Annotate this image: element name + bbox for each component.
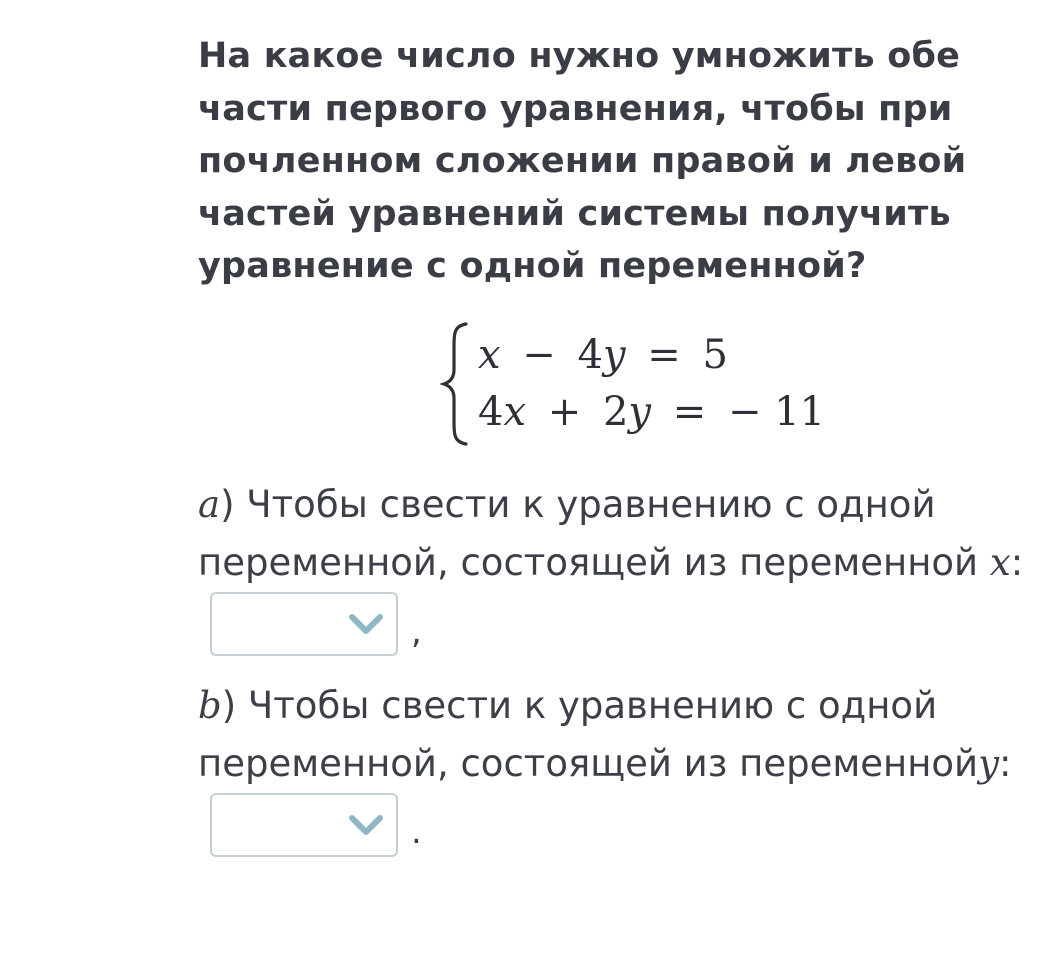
- eq2-rhs: − 11: [727, 389, 826, 435]
- part-b-line2: переменной, состоящей из переменной: [198, 742, 979, 785]
- part-b-prompt: [198, 677, 1038, 793]
- chevron-down-icon: [348, 813, 384, 837]
- equation-2: [478, 389, 825, 435]
- eq1-x: x: [478, 332, 501, 378]
- part-a-prompt: [198, 476, 1038, 592]
- part-a-letter: a: [198, 483, 221, 526]
- part-b-dropdown[interactable]: [210, 793, 398, 857]
- part-b-letter: b: [198, 684, 222, 727]
- eq1-equals: =: [647, 332, 681, 378]
- eq2-y: y: [628, 389, 652, 435]
- part-a-variable: x: [989, 541, 1011, 584]
- part-b-line1: ) Чтобы свести к уравнению с одной: [221, 684, 938, 727]
- eq1-y: y: [602, 332, 626, 378]
- eq2-plus: +: [547, 389, 582, 435]
- part-a-line2: переменной, состоящей из переменной: [198, 541, 990, 584]
- part-a-colon: :: [1010, 541, 1024, 584]
- question-text: На какое число нужно умножить обе части первого уравнения, чтобы при почленном сложении правой и левой частей уравнений системы получить уравнение с одной переменной?: [198, 36, 967, 286]
- part-a-punctuation: ,: [411, 612, 422, 652]
- equation-1: [478, 332, 728, 378]
- part-b-punctuation: .: [411, 812, 422, 852]
- left-brace-icon: [440, 322, 472, 446]
- part-b-colon: :: [999, 742, 1012, 785]
- eq1-coef-y: 4: [577, 332, 603, 378]
- eq1-rhs: 5: [702, 332, 728, 378]
- eq2-x: x: [503, 389, 527, 435]
- eq1-minus: −: [522, 332, 556, 378]
- eq2-coef-x: 4: [478, 389, 504, 435]
- part-a-dropdown[interactable]: [210, 592, 398, 656]
- part-a-line1: ) Чтобы свести к уравнению с одной: [220, 483, 936, 526]
- eq2-equals: =: [672, 389, 707, 435]
- chevron-down-icon: [348, 612, 384, 636]
- part-b-variable: y: [978, 742, 999, 785]
- equation-system: [440, 322, 826, 446]
- eq2-coef-y: 2: [602, 389, 629, 435]
